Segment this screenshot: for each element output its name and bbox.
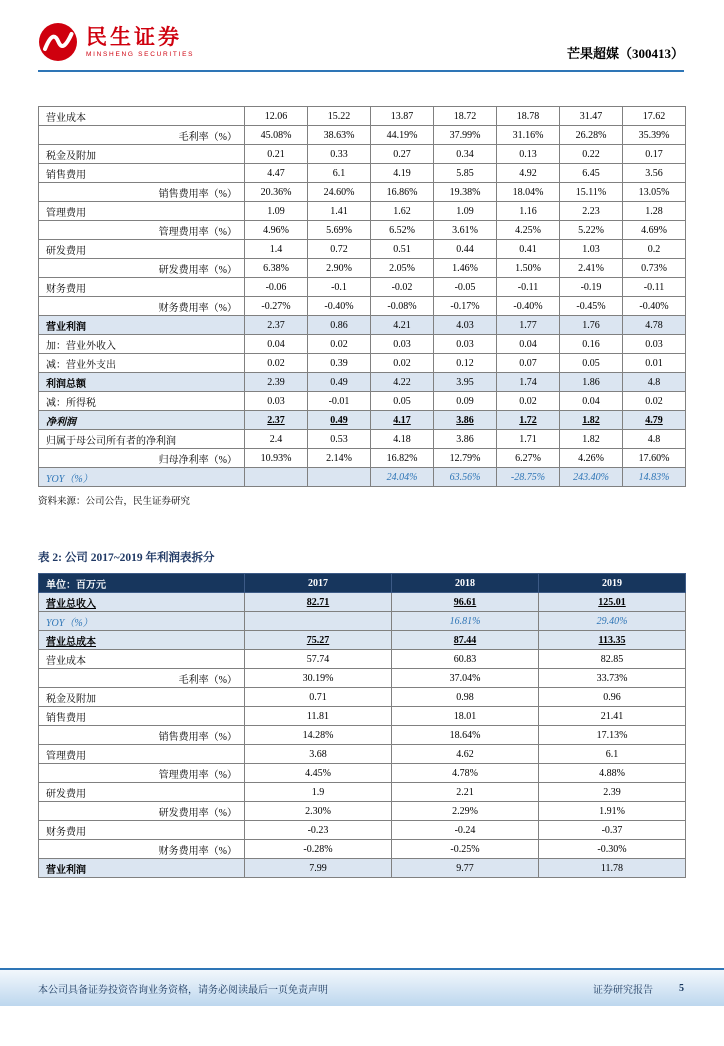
cell-value: 1.71 bbox=[497, 430, 560, 449]
cell-value: 4.62 bbox=[392, 745, 539, 764]
table-row bbox=[39, 783, 686, 802]
cell-value: 0.96 bbox=[539, 688, 686, 707]
cell-value: 18.72 bbox=[434, 107, 497, 126]
table-row bbox=[39, 859, 686, 878]
table-row bbox=[39, 392, 686, 411]
cell-value: 1.77 bbox=[497, 316, 560, 335]
cell-value: 6.45 bbox=[560, 164, 623, 183]
cell-value bbox=[245, 468, 308, 487]
cell-value: -0.24 bbox=[392, 821, 539, 840]
cell-value: 24.04% bbox=[371, 468, 434, 487]
cell-value: 0.72 bbox=[308, 240, 371, 259]
cell-value: 30.19% bbox=[245, 669, 392, 688]
cell-value: 0.51 bbox=[371, 240, 434, 259]
source-note: 资料来源：公司公告，民生证券研究 bbox=[38, 497, 191, 507]
cell-value: 11.81 bbox=[245, 707, 392, 726]
cell-value: 0.05 bbox=[371, 392, 434, 411]
row-label: YOY（%） bbox=[39, 612, 245, 631]
cell-value: 4.8 bbox=[623, 373, 686, 392]
cell-value: -0.27% bbox=[245, 297, 308, 316]
cell-value: 0.13 bbox=[497, 145, 560, 164]
cell-value: 1.72 bbox=[497, 411, 560, 430]
table-row bbox=[39, 316, 686, 335]
cell-value: 1.86 bbox=[560, 373, 623, 392]
cell-value: 4.22 bbox=[371, 373, 434, 392]
cell-value: 3.95 bbox=[434, 373, 497, 392]
cell-value: 60.83 bbox=[392, 650, 539, 669]
row-label: 研发费用率（%） bbox=[39, 259, 245, 278]
cell-value: 5.85 bbox=[434, 164, 497, 183]
cell-value: 16.86% bbox=[371, 183, 434, 202]
cell-value: 0.34 bbox=[434, 145, 497, 164]
cell-value: 21.41 bbox=[539, 707, 686, 726]
row-label: 财务费用 bbox=[39, 278, 245, 297]
cell-value: 6.1 bbox=[308, 164, 371, 183]
cell-value: 0.16 bbox=[560, 335, 623, 354]
table-row bbox=[39, 259, 686, 278]
footer-report-type: 证券研究报告 bbox=[593, 984, 653, 996]
cell-value: 11.78 bbox=[539, 859, 686, 878]
cell-value: 4.78 bbox=[623, 316, 686, 335]
cell-value: 37.04% bbox=[392, 669, 539, 688]
row-label: 管理费用 bbox=[39, 745, 245, 764]
cell-value: 0.03 bbox=[623, 335, 686, 354]
cell-value: 18.78 bbox=[497, 107, 560, 126]
cell-value: -0.06 bbox=[245, 278, 308, 297]
cell-value: 4.17 bbox=[371, 411, 434, 430]
table-row bbox=[39, 164, 686, 183]
cell-value: 3.68 bbox=[245, 745, 392, 764]
cell-value: 37.99% bbox=[434, 126, 497, 145]
cell-value: -0.11 bbox=[497, 278, 560, 297]
table-row bbox=[39, 107, 686, 126]
cell-value: 5.69% bbox=[308, 221, 371, 240]
cell-value: 15.11% bbox=[560, 183, 623, 202]
row-label: 财务费用 bbox=[39, 821, 245, 840]
row-label: 税金及附加 bbox=[39, 688, 245, 707]
income-statement-table-quarterly bbox=[38, 106, 686, 487]
cell-value: 1.76 bbox=[560, 316, 623, 335]
cell-value: 6.1 bbox=[539, 745, 686, 764]
table-row bbox=[39, 745, 686, 764]
cell-value: 4.03 bbox=[434, 316, 497, 335]
cell-value: -0.05 bbox=[434, 278, 497, 297]
cell-value: -0.17% bbox=[434, 297, 497, 316]
cell-value: -0.1 bbox=[308, 278, 371, 297]
table2-title: 表 2: 公司 2017~2019 年利润表拆分 bbox=[38, 552, 215, 564]
cell-value: 16.82% bbox=[371, 449, 434, 468]
cell-value: 26.28% bbox=[560, 126, 623, 145]
cell-value: 0.98 bbox=[392, 688, 539, 707]
cell-value: 0.49 bbox=[308, 411, 371, 430]
cell-value: 1.74 bbox=[497, 373, 560, 392]
cell-value: 0.2 bbox=[623, 240, 686, 259]
table-row bbox=[39, 764, 686, 783]
table-row bbox=[39, 468, 686, 487]
cell-value: 33.73% bbox=[539, 669, 686, 688]
cell-value: -0.01 bbox=[308, 392, 371, 411]
cell-value: 17.62 bbox=[623, 107, 686, 126]
cell-value: 0.02 bbox=[497, 392, 560, 411]
cell-value: 4.26% bbox=[560, 449, 623, 468]
table-row bbox=[39, 669, 686, 688]
cell-value: 2.23 bbox=[560, 202, 623, 221]
cell-value: 3.86 bbox=[434, 411, 497, 430]
cell-value: 82.85 bbox=[539, 650, 686, 669]
cell-value: 96.61 bbox=[392, 593, 539, 612]
brand-text bbox=[86, 26, 194, 58]
cell-value: 0.07 bbox=[497, 354, 560, 373]
row-label: 毛利率（%） bbox=[39, 126, 245, 145]
footer-disclaimer: 本公司具备证券投资咨询业务资格，请务必阅读最后一页免责声明 bbox=[38, 984, 328, 996]
cell-value: 9.77 bbox=[392, 859, 539, 878]
cell-value: 0.49 bbox=[308, 373, 371, 392]
cell-value: 5.22% bbox=[560, 221, 623, 240]
cell-value: -0.40% bbox=[623, 297, 686, 316]
row-label: 归属于母公司所有者的净利润 bbox=[39, 430, 245, 449]
cell-value: 12.79% bbox=[434, 449, 497, 468]
table-row bbox=[39, 726, 686, 745]
row-label: 毛利率（%） bbox=[39, 669, 245, 688]
cell-value: 1.09 bbox=[434, 202, 497, 221]
cell-value: 1.28 bbox=[623, 202, 686, 221]
row-label: 营业利润 bbox=[39, 316, 245, 335]
cell-value: 15.22 bbox=[308, 107, 371, 126]
row-label: 财务费用率（%） bbox=[39, 840, 245, 859]
cell-value: 2.39 bbox=[539, 783, 686, 802]
cell-value: 4.8 bbox=[623, 430, 686, 449]
table-row bbox=[39, 840, 686, 859]
cell-value: 31.16% bbox=[497, 126, 560, 145]
cell-value: -0.11 bbox=[623, 278, 686, 297]
page-number: 5 bbox=[679, 982, 684, 994]
cell-value: 75.27 bbox=[245, 631, 392, 650]
page-footer bbox=[0, 968, 724, 1006]
cell-value: 4.96% bbox=[245, 221, 308, 240]
table-row bbox=[39, 707, 686, 726]
cell-value: 13.87 bbox=[371, 107, 434, 126]
cell-value: 17.60% bbox=[623, 449, 686, 468]
income-statement-table-annual bbox=[38, 573, 686, 878]
cell-value: 4.79 bbox=[623, 411, 686, 430]
cell-value: 7.99 bbox=[245, 859, 392, 878]
cell-value: 35.39% bbox=[623, 126, 686, 145]
brand bbox=[38, 22, 194, 62]
cell-value: 0.27 bbox=[371, 145, 434, 164]
cell-value: 0.71 bbox=[245, 688, 392, 707]
cell-value: 4.19 bbox=[371, 164, 434, 183]
cell-value: 0.03 bbox=[245, 392, 308, 411]
cell-value: 24.60% bbox=[308, 183, 371, 202]
cell-value: -0.02 bbox=[371, 278, 434, 297]
cell-value: 38.63% bbox=[308, 126, 371, 145]
cell-value: 1.46% bbox=[434, 259, 497, 278]
cell-value: 2.14% bbox=[308, 449, 371, 468]
row-label: 减：所得税 bbox=[39, 392, 245, 411]
cell-value: 87.44 bbox=[392, 631, 539, 650]
cell-value: 0.04 bbox=[245, 335, 308, 354]
cell-value: 17.13% bbox=[539, 726, 686, 745]
table-row bbox=[39, 593, 686, 612]
cell-value: 2.37 bbox=[245, 316, 308, 335]
cell-value: 20.36% bbox=[245, 183, 308, 202]
cell-value: 4.47 bbox=[245, 164, 308, 183]
row-label: 研发费用率（%） bbox=[39, 802, 245, 821]
cell-value: -0.45% bbox=[560, 297, 623, 316]
cell-value: -28.75% bbox=[497, 468, 560, 487]
cell-value: 0.02 bbox=[245, 354, 308, 373]
row-label: 销售费用率（%） bbox=[39, 183, 245, 202]
year-column-header: 2017 bbox=[245, 574, 392, 593]
cell-value: 44.19% bbox=[371, 126, 434, 145]
row-label: 税金及附加 bbox=[39, 145, 245, 164]
cell-value: 125.01 bbox=[539, 593, 686, 612]
cell-value: 14.28% bbox=[245, 726, 392, 745]
cell-value: 18.64% bbox=[392, 726, 539, 745]
row-label: 管理费用 bbox=[39, 202, 245, 221]
cell-value: 4.69% bbox=[623, 221, 686, 240]
row-label: 营业总收入 bbox=[39, 593, 245, 612]
table-row bbox=[39, 183, 686, 202]
row-label: 管理费用率（%） bbox=[39, 221, 245, 240]
cell-value: 1.82 bbox=[560, 411, 623, 430]
cell-value: 0.12 bbox=[434, 354, 497, 373]
table-row bbox=[39, 335, 686, 354]
cell-value: 2.30% bbox=[245, 802, 392, 821]
cell-value: 0.04 bbox=[560, 392, 623, 411]
cell-value: 2.37 bbox=[245, 411, 308, 430]
cell-value: 0.41 bbox=[497, 240, 560, 259]
cell-value: 6.27% bbox=[497, 449, 560, 468]
cell-value: 19.38% bbox=[434, 183, 497, 202]
cell-value: 31.47 bbox=[560, 107, 623, 126]
cell-value: 0.39 bbox=[308, 354, 371, 373]
cell-value: 0.73% bbox=[623, 259, 686, 278]
cell-value: 82.71 bbox=[245, 593, 392, 612]
row-label: 净利润 bbox=[39, 411, 245, 430]
cell-value: -0.40% bbox=[308, 297, 371, 316]
cell-value: 0.22 bbox=[560, 145, 623, 164]
cell-value: 16.81% bbox=[392, 612, 539, 631]
cell-value: -0.30% bbox=[539, 840, 686, 859]
year-column-header: 2019 bbox=[539, 574, 686, 593]
table-row bbox=[39, 221, 686, 240]
table-row bbox=[39, 449, 686, 468]
cell-value: 2.05% bbox=[371, 259, 434, 278]
row-label: 管理费用率（%） bbox=[39, 764, 245, 783]
table-row bbox=[39, 688, 686, 707]
cell-value: -0.25% bbox=[392, 840, 539, 859]
cell-value: -0.28% bbox=[245, 840, 392, 859]
cell-value: 14.83% bbox=[623, 468, 686, 487]
table-row bbox=[39, 612, 686, 631]
table-row bbox=[39, 430, 686, 449]
cell-value: 13.05% bbox=[623, 183, 686, 202]
cell-value: 4.92 bbox=[497, 164, 560, 183]
page-header bbox=[38, 22, 684, 72]
row-label: 研发费用 bbox=[39, 783, 245, 802]
row-label: 营业成本 bbox=[39, 650, 245, 669]
cell-value: 0.53 bbox=[308, 430, 371, 449]
table-row bbox=[39, 240, 686, 259]
cell-value: 63.56% bbox=[434, 468, 497, 487]
table-row bbox=[39, 354, 686, 373]
cell-value: 0.05 bbox=[560, 354, 623, 373]
cell-value: 0.09 bbox=[434, 392, 497, 411]
brand-name-cn: 民生证券 bbox=[86, 25, 182, 49]
row-label: 营业利润 bbox=[39, 859, 245, 878]
table-row bbox=[39, 202, 686, 221]
cell-value: 1.62 bbox=[371, 202, 434, 221]
table-row bbox=[39, 631, 686, 650]
cell-value: 1.9 bbox=[245, 783, 392, 802]
table-row bbox=[39, 297, 686, 316]
cell-value: 6.38% bbox=[245, 259, 308, 278]
cell-value: 4.45% bbox=[245, 764, 392, 783]
cell-value: 0.02 bbox=[623, 392, 686, 411]
cell-value: 113.35 bbox=[539, 631, 686, 650]
unit-column-header: 单位：百万元 bbox=[39, 574, 245, 593]
row-label: YOY（%） bbox=[39, 468, 245, 487]
cell-value: 1.4 bbox=[245, 240, 308, 259]
row-label: 营业成本 bbox=[39, 107, 245, 126]
cell-value: 2.21 bbox=[392, 783, 539, 802]
footer-right bbox=[593, 981, 684, 996]
year-column-header: 2018 bbox=[392, 574, 539, 593]
cell-value: 1.91% bbox=[539, 802, 686, 821]
table-header-row bbox=[39, 574, 686, 593]
table-row bbox=[39, 802, 686, 821]
cell-value: -0.19 bbox=[560, 278, 623, 297]
cell-value: 57.74 bbox=[245, 650, 392, 669]
cell-value: 4.25% bbox=[497, 221, 560, 240]
table-row bbox=[39, 373, 686, 392]
cell-value: -0.08% bbox=[371, 297, 434, 316]
row-label: 归母净利率（%） bbox=[39, 449, 245, 468]
cell-value: 3.86 bbox=[434, 430, 497, 449]
cell-value: 0.03 bbox=[434, 335, 497, 354]
cell-value: 1.82 bbox=[560, 430, 623, 449]
cell-value: 2.41% bbox=[560, 259, 623, 278]
row-label: 销售费用率（%） bbox=[39, 726, 245, 745]
cell-value: 1.50% bbox=[497, 259, 560, 278]
cell-value: 45.08% bbox=[245, 126, 308, 145]
cell-value: 0.02 bbox=[308, 335, 371, 354]
cell-value: -0.23 bbox=[245, 821, 392, 840]
cell-value: 6.52% bbox=[371, 221, 434, 240]
cell-value: 10.93% bbox=[245, 449, 308, 468]
table-row bbox=[39, 145, 686, 164]
cell-value: -0.37 bbox=[539, 821, 686, 840]
cell-value: 0.21 bbox=[245, 145, 308, 164]
cell-value: 0.33 bbox=[308, 145, 371, 164]
minsheng-logo-icon bbox=[38, 22, 78, 62]
cell-value: 3.56 bbox=[623, 164, 686, 183]
cell-value: 1.16 bbox=[497, 202, 560, 221]
cell-value: 0.03 bbox=[371, 335, 434, 354]
row-label: 财务费用率（%） bbox=[39, 297, 245, 316]
cell-value: 0.86 bbox=[308, 316, 371, 335]
cell-value bbox=[308, 468, 371, 487]
cell-value: 2.39 bbox=[245, 373, 308, 392]
cell-value: 4.78% bbox=[392, 764, 539, 783]
cell-value: 3.61% bbox=[434, 221, 497, 240]
cell-value bbox=[245, 612, 392, 631]
cell-value: 1.41 bbox=[308, 202, 371, 221]
cell-value: 18.04% bbox=[497, 183, 560, 202]
row-label: 营业总成本 bbox=[39, 631, 245, 650]
cell-value: 0.04 bbox=[497, 335, 560, 354]
table-row bbox=[39, 650, 686, 669]
row-label: 销售费用 bbox=[39, 707, 245, 726]
cell-value: 0.44 bbox=[434, 240, 497, 259]
cell-value: 1.09 bbox=[245, 202, 308, 221]
table-row bbox=[39, 278, 686, 297]
cell-value: 0.01 bbox=[623, 354, 686, 373]
row-label: 加：营业外收入 bbox=[39, 335, 245, 354]
cell-value: 0.17 bbox=[623, 145, 686, 164]
cell-value: 2.4 bbox=[245, 430, 308, 449]
table-row bbox=[39, 126, 686, 145]
cell-value: 2.29% bbox=[392, 802, 539, 821]
cell-value: 1.03 bbox=[560, 240, 623, 259]
table-row bbox=[39, 821, 686, 840]
row-label: 销售费用 bbox=[39, 164, 245, 183]
report-target-title: 芒果超媒（300413） bbox=[566, 46, 684, 61]
cell-value: 243.40% bbox=[560, 468, 623, 487]
cell-value: 4.18 bbox=[371, 430, 434, 449]
row-label: 减：营业外支出 bbox=[39, 354, 245, 373]
cell-value: 18.01 bbox=[392, 707, 539, 726]
row-label: 利润总额 bbox=[39, 373, 245, 392]
brand-name-en: MINSHENG SECURITIES bbox=[86, 50, 195, 58]
table-row bbox=[39, 411, 686, 430]
report-page bbox=[0, 22, 724, 1046]
cell-value: 12.06 bbox=[245, 107, 308, 126]
cell-value: 4.88% bbox=[539, 764, 686, 783]
row-label: 研发费用 bbox=[39, 240, 245, 259]
cell-value: -0.40% bbox=[497, 297, 560, 316]
cell-value: 4.21 bbox=[371, 316, 434, 335]
cell-value: 2.90% bbox=[308, 259, 371, 278]
cell-value: 0.02 bbox=[371, 354, 434, 373]
cell-value: 29.40% bbox=[539, 612, 686, 631]
